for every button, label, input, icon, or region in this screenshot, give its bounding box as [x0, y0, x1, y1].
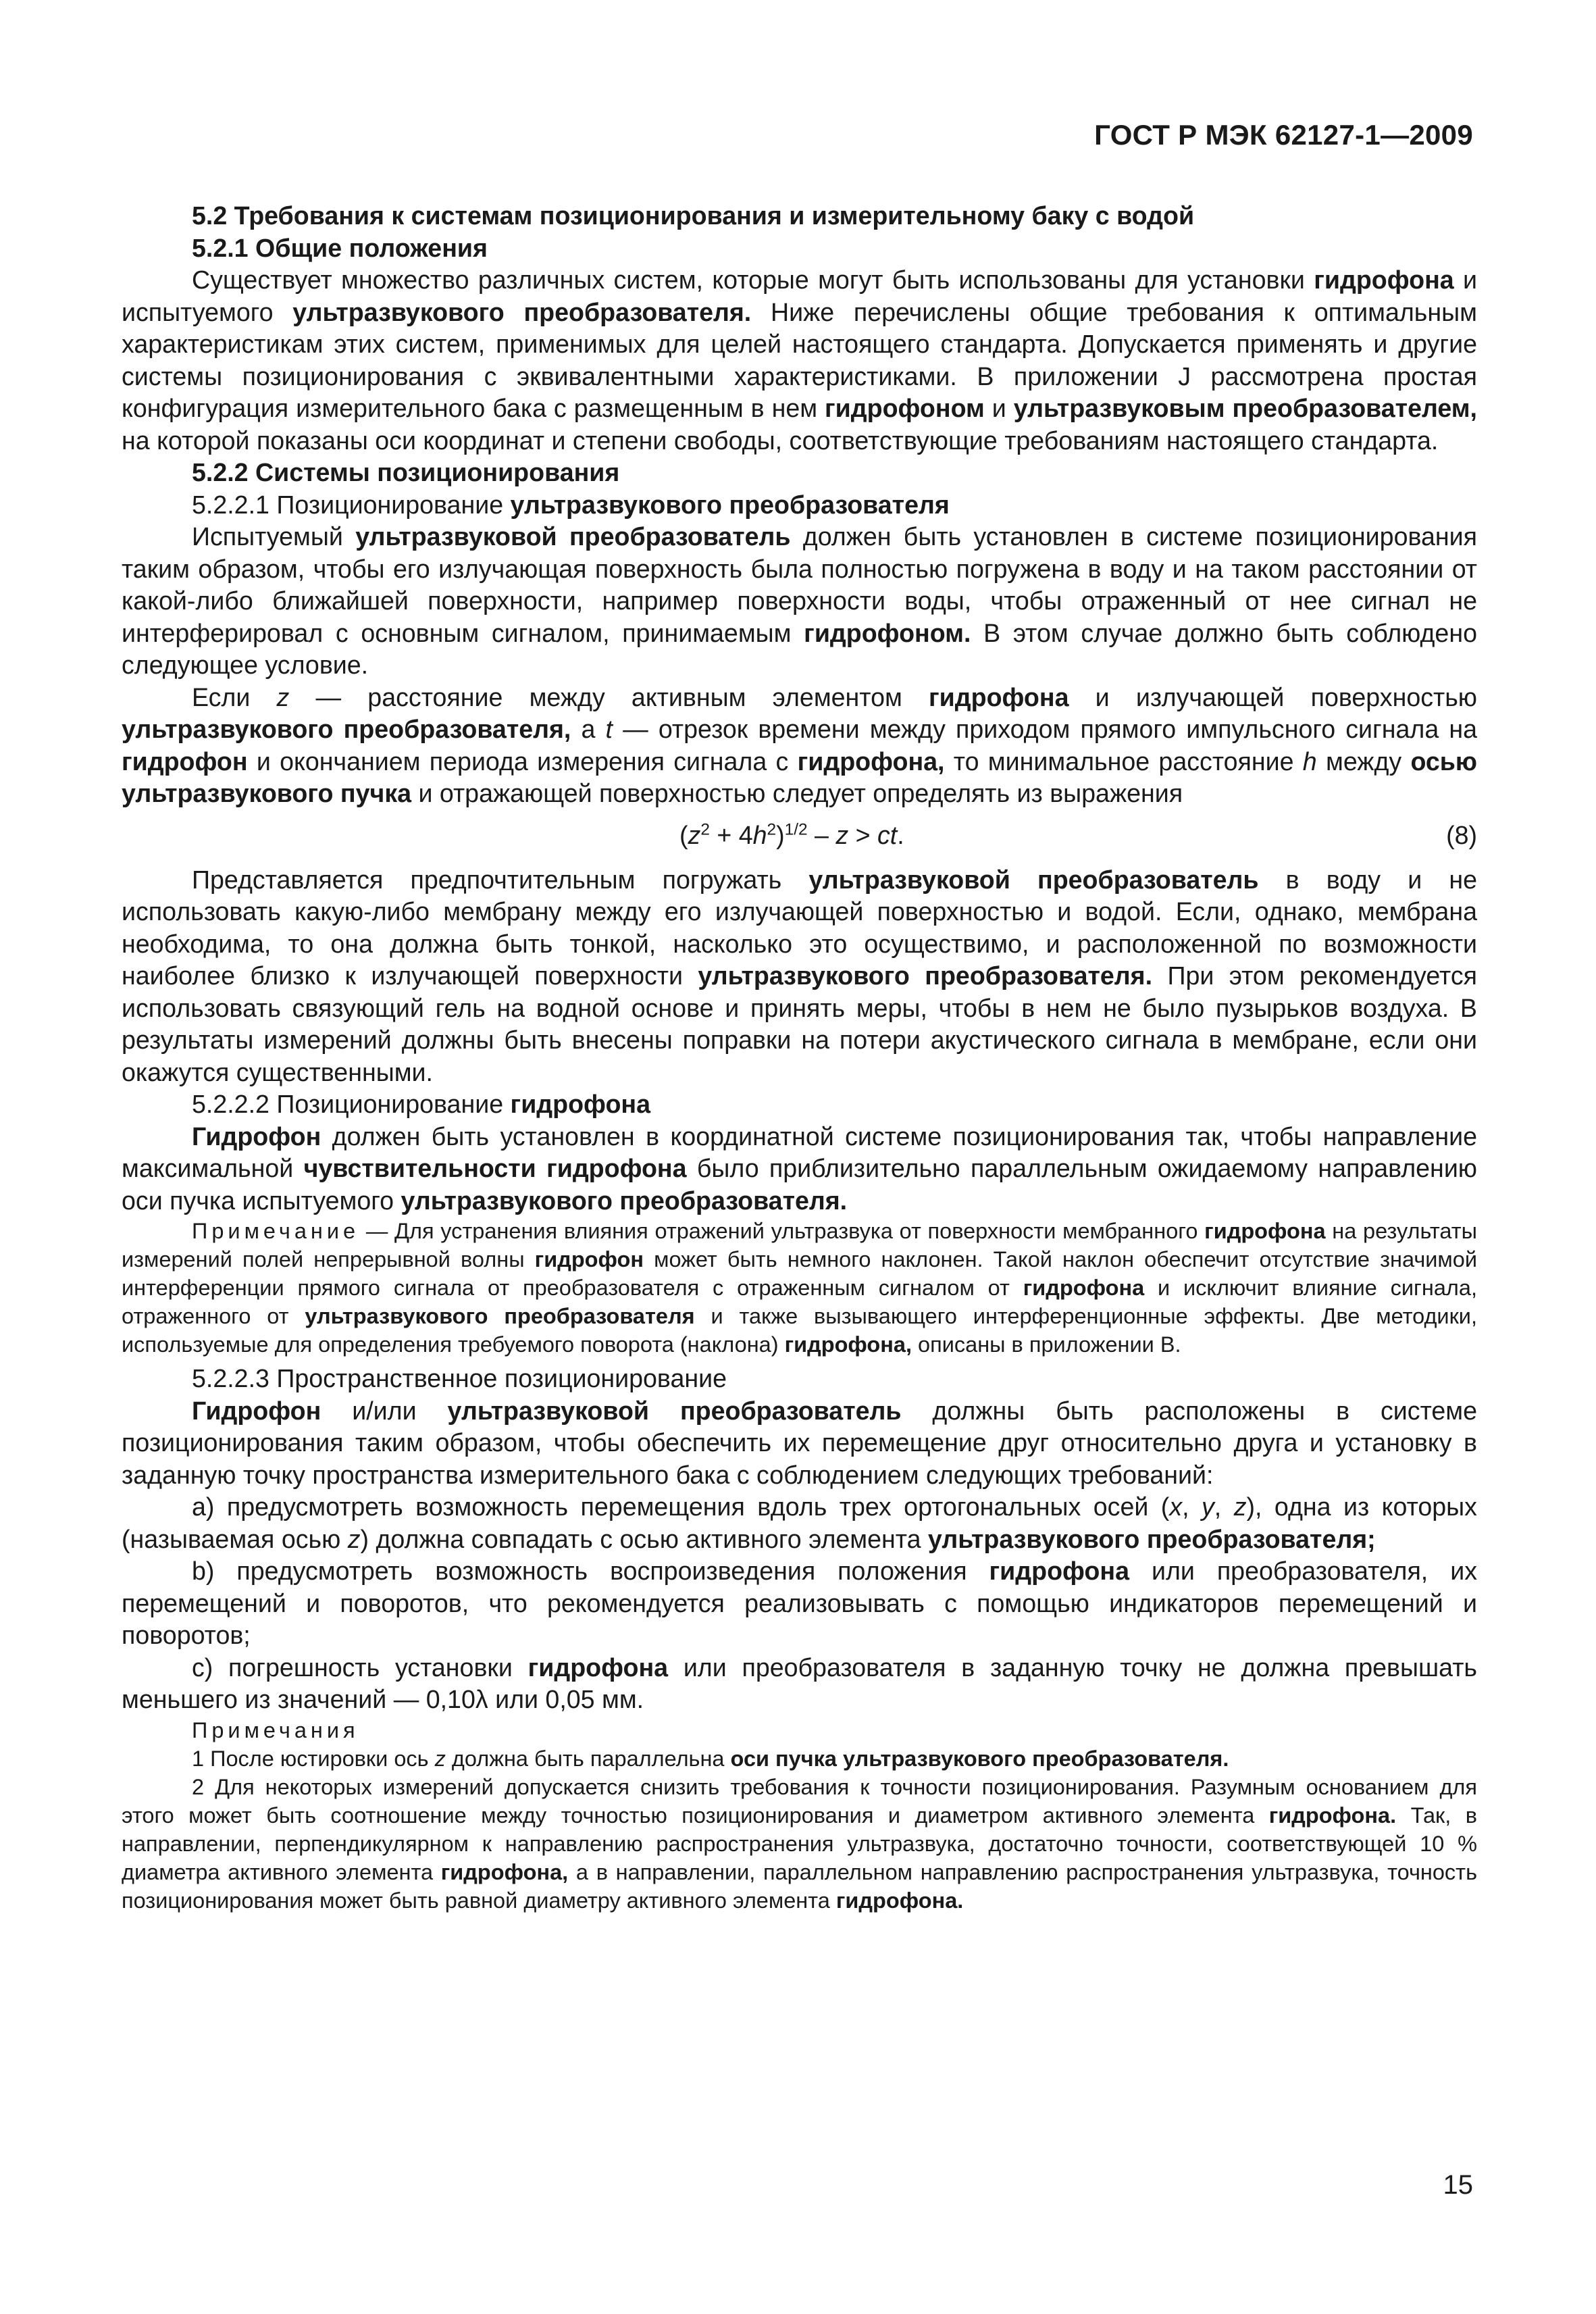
document-id-header: ГОСТ Р МЭК 62127-1—2009 — [1094, 119, 1473, 151]
text-run: z — [276, 682, 290, 711]
text-run: и отражающей поверхностью следует определять из выражения — [411, 779, 1183, 807]
main-text — [122, 200, 1477, 1915]
text-run: c) погрешность установки — [192, 1653, 528, 1682]
text-run: t — [605, 715, 613, 743]
text-run: Гидрофон — [192, 1122, 321, 1151]
section-5-2-title: 5.2 Требования к системам позиционирования и измерительному баку с водой — [192, 201, 1195, 230]
text-run: В этом случае должно быть соблюдено следующее условие. — [122, 618, 1477, 679]
section-5-2-2-title: 5.2.2 Системы позиционирования — [192, 458, 620, 486]
text-run: гидрофон — [534, 1247, 644, 1272]
text-run: 2 — [700, 820, 710, 839]
text-run: и — [984, 394, 1014, 422]
text-run: гидрофона — [510, 1090, 650, 1118]
text-run: и излучающей поверхностью — [1069, 682, 1477, 711]
text-run: гидрофона — [1314, 266, 1454, 294]
text-run: гидрофона — [929, 682, 1069, 711]
text-run: или преобразователя в заданную точку не должна превышать меньшего из значений — 0,10λ или 0,05 мм. — [122, 1653, 1477, 1713]
text-run: b) предусмотреть возможность воспроизведения положения — [192, 1557, 989, 1585]
text-run: z — [347, 1524, 361, 1553]
text-run: 1 После юстировки ось — [192, 1746, 435, 1771]
text-run: h — [752, 820, 767, 849]
text-run: гидрофона. — [835, 1888, 964, 1913]
text-run: на результаты измерений полей непрерывной волны — [122, 1219, 1477, 1272]
section-5-2-2-2-title — [122, 1088, 1477, 1121]
text-run: описаны в приложении В. — [912, 1332, 1181, 1357]
text-run: гидрофоном — [825, 394, 985, 422]
note-1 — [122, 1744, 1477, 1773]
text-run: Ниже перечислены общие требования к оптимальным характеристикам этих систем, применимых для целей настоящего стандарта. Допускается применять и другие системы позиционирования с эквивалентными характеристиками. В приложении J рассмотрена простая конфигурация измерительного бака с размещенным в нем — [122, 297, 1477, 422]
text-run: гидрофона, — [784, 1332, 912, 1357]
text-run: Если — [192, 682, 277, 711]
note-2 — [122, 1773, 1477, 1915]
text-run: h — [1302, 747, 1317, 776]
text-run: + 4 — [709, 820, 753, 849]
text-run: должна быть параллельна — [445, 1746, 731, 1771]
text-run: ультразвуковой преобразователь — [808, 865, 1259, 894]
text-run: Гидрофон — [192, 1396, 321, 1425]
text-run: гидрофона — [1204, 1219, 1326, 1243]
text-run: , — [1214, 1492, 1234, 1521]
text-run: гидрофона. — [1268, 1803, 1397, 1828]
text-run: должны быть расположены в системе позиционирования таким образом, чтобы обеспечить их перемещение друг относительно друга и установку в заданную точку пространства измерительного бака с соблюдением следующих требований: — [122, 1396, 1477, 1489]
text-run: гидрофона, — [440, 1859, 569, 1884]
text-run: ультразвукового преобразователя. — [401, 1186, 848, 1215]
text-run: y — [1202, 1492, 1214, 1521]
text-run: z — [434, 1746, 446, 1771]
text-run: гидрофона — [1023, 1276, 1145, 1300]
text-run: 5.2.2.2 Позиционирование — [192, 1090, 511, 1118]
text-run: Представляется предпочтительным погружать — [192, 865, 809, 894]
text-run: — Для устранения влияния отражений ультразвука от поверхности мембранного — [359, 1219, 1205, 1243]
text-run: на которой показаны оси координат и степени свободы, соответствующие требованиям настоящего стандарта. — [122, 426, 1439, 455]
section-5-2-2-2-paragraph — [122, 1121, 1477, 1217]
section-5-2-2-1-paragraph-1 — [122, 521, 1477, 682]
formula-number: (8) — [1446, 820, 1477, 849]
text-run: гидрофона, — [797, 747, 945, 776]
text-run: может быть немного наклонен. Такой наклон обеспечит отсутствие значимой интерференции прямого сигнала от преобразователя с отраженным сигналом от — [122, 1247, 1477, 1300]
text-run: ) — [776, 820, 785, 849]
text-run: гидрофон — [122, 747, 248, 776]
text-run: ) должна совпадать с осью активного элемента — [360, 1524, 928, 1553]
formula-expression — [679, 820, 904, 852]
text-run: должен быть установлен в координатной системе позиционирования так, чтобы направление максимальной — [122, 1122, 1477, 1182]
text-run: то минимальное расстояние — [944, 747, 1303, 776]
section-5-2-1-title: 5.2.1 Общие положения — [192, 233, 488, 262]
text-run: гидрофоном. — [804, 618, 971, 647]
section-5-2-1-paragraph — [122, 264, 1477, 457]
text-run: между — [1316, 747, 1411, 776]
text-run: ультразвукового преобразователя — [305, 1304, 695, 1328]
text-run: ультразвукового преобразователя, — [122, 715, 571, 743]
text-run: должен быть установлен в системе позиционирования таким образом, чтобы его излучающая поверхность была полностью погружена в воду и на таком расстоянии от какой-либо ближайшей поверхности, например поверхности воды, чтобы отраженный от нее сигнал не интерферировал с основным сигналом, принимаемым — [122, 522, 1478, 647]
text-run: При этом рекомендуется использовать связующий гель на водной основе и принять меры, чтобы в нем не было пузырьков воздуха. В результаты измерений должны быть внесены поправки на потери акустического сигнала в мембране, если они окажутся существенными. — [122, 961, 1477, 1086]
section-5-2-2-1-title — [122, 489, 1477, 522]
text-run: – — [807, 820, 836, 849]
text-run: Существует множество различных систем, которые могут быть использованы для установки — [192, 266, 1314, 294]
text-run: ультразвуковой преобразователь — [447, 1396, 902, 1425]
text-run: Испытуемый — [192, 522, 356, 551]
text-run: a) предусмотреть возможность перемещения вдоль трех ортогональных осей ( — [192, 1492, 1170, 1521]
notes-title: Примечания — [192, 1717, 359, 1742]
text-run: — расстояние между активным элементом — [289, 682, 929, 711]
text-run: а — [571, 715, 606, 743]
text-run: гидрофона — [527, 1653, 669, 1682]
text-run: — отрезок времени между приходом прямого импульсного сигнала на — [612, 715, 1478, 743]
requirement-a — [122, 1491, 1477, 1555]
section-5-2-2-2-note — [122, 1217, 1477, 1359]
text-run: а в направлении, параллельном направлению распространения ультразвука, точность позиционирования может быть равной диаметру активного элемента — [122, 1859, 1478, 1913]
text-run: или преобразователя, их перемещений и поворотов, что рекомендуется реализовывать с помощью индикаторов перемещений и поворотов; — [122, 1557, 1477, 1649]
page-number: 15 — [1443, 2170, 1473, 2200]
text-run: , — [1182, 1492, 1202, 1521]
text-run: . — [897, 820, 904, 849]
text-run: 2 — [767, 820, 777, 839]
text-run: и окончанием периода измерения сигнала с — [247, 747, 798, 776]
text-run: 2 Для некоторых измерений допускается снизить требования к точности позиционирования. Разумным основанием для этого может быть соотношение между точностью позиционирования и диаметром активного элемента — [122, 1774, 1477, 1828]
section-5-2-2-1-paragraph-3 — [122, 864, 1477, 1089]
text-run: чувствительности гидрофона — [303, 1154, 687, 1182]
note-label: Примечание — [192, 1219, 360, 1243]
text-run: ультразвукового преобразователя. — [698, 961, 1153, 990]
text-run: 1/2 — [784, 820, 808, 839]
section-5-2-2-3-title: 5.2.2.3 Пространственное позиционирование — [192, 1364, 727, 1392]
requirement-c — [122, 1652, 1477, 1716]
text-run: и испытуемого — [122, 266, 1477, 326]
text-run: ультразвукового преобразователя; — [927, 1524, 1376, 1553]
text-run: осью ультразвукового пучка — [122, 747, 1478, 807]
text-run: и исключит влияние сигнала, отраженного от — [122, 1276, 1477, 1328]
text-run: и/или — [321, 1396, 448, 1425]
text-run: ультразвукового преобразователя — [510, 490, 950, 519]
text-run: ультразвукового преобразователя. — [292, 297, 752, 326]
text-run: Так, в направлении, перпендикулярном к направлению распространения ультразвука, достаточно точности, соответствующей 10 % диаметра активного элемента — [122, 1803, 1477, 1884]
text-run: 5.2.2.1 Позиционирование — [192, 490, 511, 519]
text-run: x — [1169, 1492, 1183, 1521]
text-run: z — [1233, 1492, 1247, 1521]
text-run: оси пучка ультразвукового преобразователя. — [730, 1746, 1229, 1771]
requirement-b — [122, 1555, 1477, 1652]
text-run: ), одна из которых (называемая осью — [122, 1492, 1477, 1553]
section-5-2-2-3-paragraph — [122, 1395, 1477, 1492]
text-run: в воду и не использовать какую-либо мембрану между его излучающей поверхностью и водой. Если, однако, мембрана необходима, то она должна быть тонкой, насколько это осуществимо, и расположенной по возможности наиболее близко к излучающей поверхности — [122, 865, 1478, 990]
section-5-2-2-1-paragraph-2 — [122, 682, 1477, 810]
text-run: z — [835, 820, 849, 849]
text-run: ( — [679, 820, 688, 849]
text-run: ультразвуковой преобразователь — [355, 522, 791, 551]
text-run: ультразвуковым преобразователем, — [1013, 394, 1478, 422]
text-run: z — [688, 820, 701, 849]
text-run: гидрофона — [989, 1557, 1129, 1585]
text-run: ct — [877, 820, 898, 849]
text-run: и также вызывающего интерференционные эффекты. Две методики, используемые для определения требуемого поворота (наклона) — [122, 1304, 1477, 1357]
text-run: было приблизительно параллельным ожидаемому направлению оси пучка испытуемого — [122, 1154, 1477, 1215]
formula-8 — [122, 817, 1477, 855]
text-run: > — [848, 820, 878, 849]
